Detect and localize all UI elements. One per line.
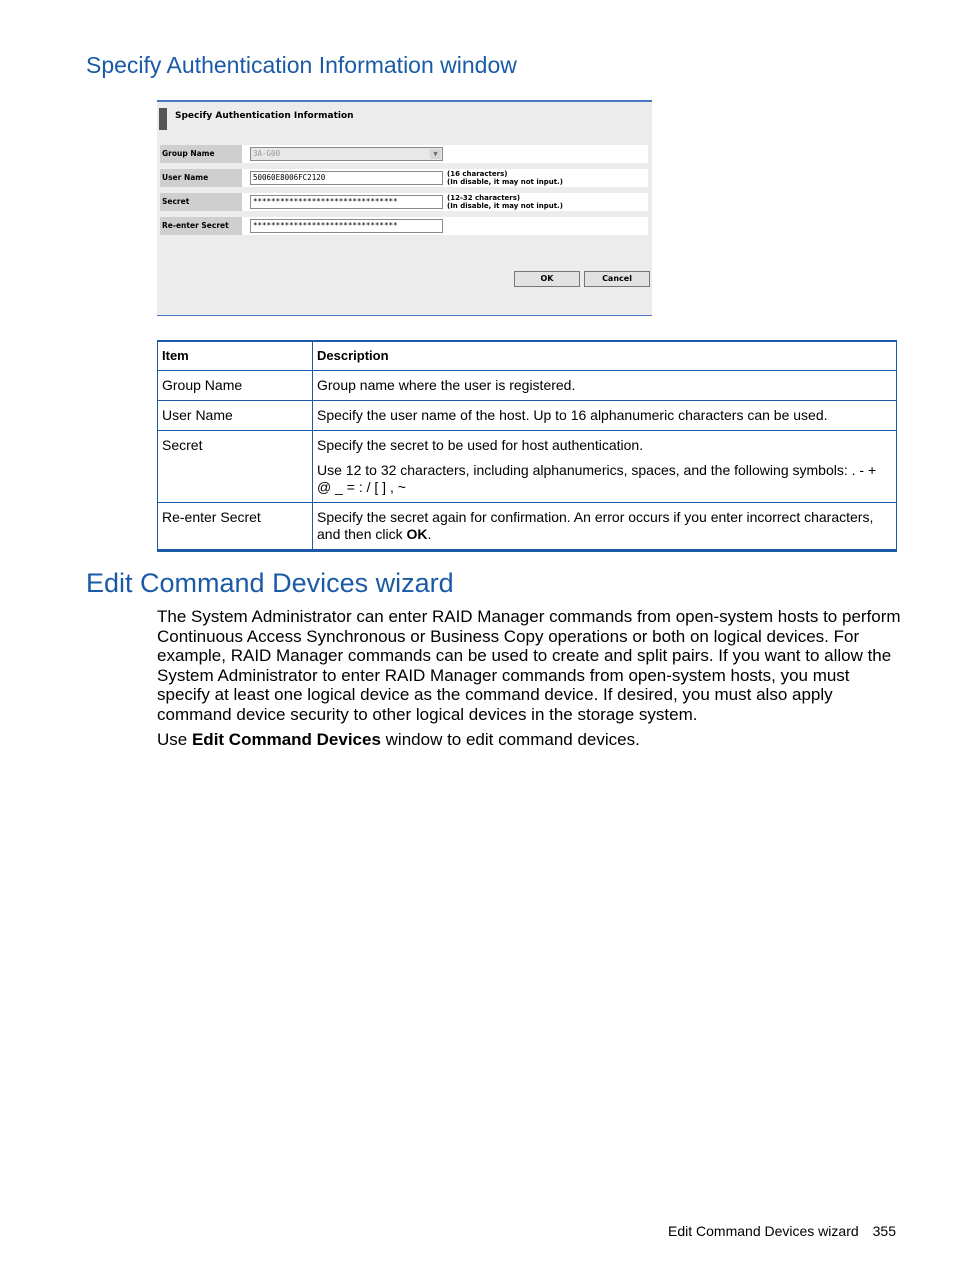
usage-window-name: Edit Command Devices bbox=[191, 730, 381, 749]
page-number: 355 bbox=[872, 1223, 896, 1239]
ok-emphasis: OK bbox=[406, 526, 428, 542]
table-row bbox=[158, 401, 897, 431]
items-table bbox=[157, 340, 897, 552]
reenter-secret-row bbox=[160, 217, 648, 235]
usage-suffix: window to edit command devices. bbox=[380, 730, 640, 749]
group-name-row bbox=[160, 145, 648, 163]
section-title: Specify Authentication Information window bbox=[86, 52, 517, 78]
usage-prefix: Use bbox=[157, 730, 192, 749]
page-footer bbox=[668, 1223, 896, 1239]
user-name-note-disable: (In disable, it may not input.) bbox=[447, 178, 563, 186]
reenter-secret-input[interactable]: ******************************** bbox=[250, 219, 443, 233]
cancel-button[interactable]: Cancel bbox=[584, 271, 650, 287]
user-name-input[interactable]: 50060E8006FC2120 bbox=[250, 171, 443, 185]
dialog-title: Specify Authentication Information bbox=[175, 111, 354, 121]
item-cell: User Name bbox=[158, 401, 313, 431]
chevron-down-icon[interactable]: ▼ bbox=[430, 149, 441, 159]
user-name-note bbox=[447, 170, 563, 186]
footer-section: Edit Command Devices wizard bbox=[668, 1223, 859, 1239]
description-cell bbox=[313, 503, 897, 551]
description-cell: Group name where the user is registered. bbox=[313, 371, 897, 401]
item-cell: Group Name bbox=[158, 371, 313, 401]
description-text: Use 12 to 32 characters, including alphanumerics, spaces, and the following symbols: . - + @ _ = : / [ ] , ~ bbox=[317, 462, 877, 495]
intro-paragraph: The System Administrator can enter RAID Manager commands from open-system hosts to perform Continuous Access Synchronous or Business Copy operations or both on logical devices. For example, RAID Manager commands can be used to create and split pairs. If you want to allow the System Administrator to enter RAID Manager commands from open-system hosts, you must specify at least one logical device as the command device. If desired, you must also apply command device security to other logical devices in the storage system. bbox=[157, 607, 901, 724]
description-suffix: . bbox=[427, 526, 432, 542]
secret-note-length: (12-32 characters) bbox=[447, 194, 521, 202]
description-cell bbox=[313, 431, 897, 503]
description-text: Specify the secret to be used for host authentication. bbox=[317, 437, 644, 453]
group-name-select[interactable] bbox=[250, 147, 443, 161]
item-cell: Re-enter Secret bbox=[158, 503, 313, 551]
usage-paragraph bbox=[157, 730, 902, 750]
table-row bbox=[158, 503, 897, 551]
group-name-value: 3A-G00 bbox=[253, 149, 281, 158]
table-row bbox=[158, 371, 897, 401]
item-cell: Secret bbox=[158, 431, 313, 503]
table-header-row bbox=[158, 341, 897, 371]
secret-note bbox=[447, 194, 563, 210]
secret-label: Secret bbox=[160, 193, 242, 211]
secret-note-disable: (In disable, it may not input.) bbox=[447, 202, 563, 210]
header-description: Description bbox=[313, 341, 897, 371]
secret-input[interactable]: ******************************** bbox=[250, 195, 443, 209]
user-name-row bbox=[160, 169, 648, 187]
description-text: Specify the secret again for confirmation. An error occurs if you enter incorrect characters, and then click bbox=[317, 509, 874, 542]
group-name-label: Group Name bbox=[160, 145, 242, 163]
header-item: Item bbox=[158, 341, 313, 371]
dialog-title-bar-marker bbox=[159, 108, 167, 130]
ok-button[interactable]: OK bbox=[514, 271, 580, 287]
secret-row bbox=[160, 193, 648, 211]
user-name-note-length: (16 characters) bbox=[447, 170, 508, 178]
dialog-screenshot bbox=[157, 100, 652, 316]
user-name-label: User Name bbox=[160, 169, 242, 187]
description-cell: Specify the user name of the host. Up to 16 alphanumeric characters can be used. bbox=[313, 401, 897, 431]
wizard-title: Edit Command Devices wizard bbox=[86, 568, 454, 598]
table-row bbox=[158, 431, 897, 503]
reenter-secret-label: Re-enter Secret bbox=[160, 217, 242, 235]
